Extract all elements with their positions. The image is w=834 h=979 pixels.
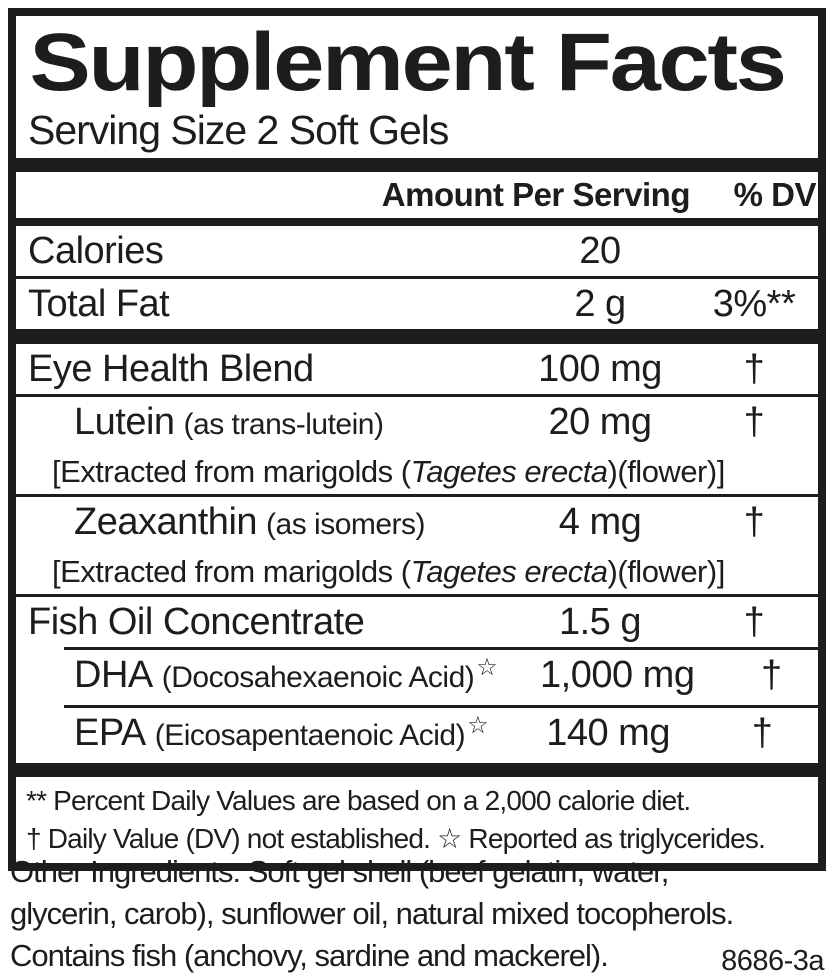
column-header-row	[16, 172, 818, 218]
row-lutein	[16, 397, 818, 450]
medium-divider-header	[16, 218, 818, 226]
row-eye-health-blend	[16, 344, 818, 394]
nutrient-amount: 1.5 g	[558, 601, 642, 643]
row-calories	[16, 226, 818, 276]
species-name: Tagetes erecta	[410, 554, 608, 589]
nutrient-dv: †	[743, 348, 765, 390]
other-ingredients-line: Other Ingredients: Soft gel shell (beef gelatin, water,	[10, 854, 669, 889]
row-fish-oil-concentrate	[16, 597, 818, 647]
nutrient-dv: †	[743, 601, 765, 643]
triglyceride-star-icon: ☆	[467, 712, 489, 739]
nutrient-amount: 20	[579, 230, 621, 272]
nutrient-name: Zeaxanthin (as isomers)	[74, 501, 426, 543]
other-ingredients-line: glycerin, carob), sunflower oil, natural mixed tocopherols.	[10, 896, 734, 931]
nutrient-name: DHA (Docosahexaenoic Acid)☆	[74, 654, 498, 696]
supplement-facts-title: Supplement Facts	[29, 17, 785, 108]
nutrient-name: Calories	[28, 230, 164, 272]
nutrient-amount: 2 g	[574, 283, 626, 325]
thick-divider-bottom	[16, 763, 818, 777]
serving-size: Serving Size 2 Soft Gels	[28, 107, 449, 153]
lutein-source-note: [Extracted from marigolds (Tagetes erecta)(flower)]	[52, 454, 725, 489]
nutrient-form-note: (Docosahexaenoic Acid)	[161, 661, 475, 694]
nutrient-dv: †	[751, 712, 773, 754]
species-name: Tagetes erecta	[410, 454, 608, 489]
nutrient-form-note: (as isomers)	[266, 508, 426, 541]
nutrient-name: Total Fat	[28, 283, 170, 325]
nutrient-form-note: (Eicosapentaenoic Acid)	[154, 719, 466, 752]
nutrient-amount: 140 mg	[546, 712, 670, 754]
amount-per-serving-header: Amount Per Serving	[381, 176, 690, 213]
nutrient-name: Eye Health Blend	[28, 348, 314, 390]
nutrient-name: Lutein (as trans-lutein)	[74, 401, 384, 443]
nutrient-dv: †	[760, 654, 782, 696]
triglyceride-star-icon: ☆	[476, 654, 498, 681]
row-dha	[16, 650, 818, 705]
nutrient-name: EPA (Eicosapentaenoic Acid)☆	[74, 712, 489, 754]
supplement-facts-panel	[8, 8, 826, 871]
row-zeaxanthin	[16, 497, 818, 550]
nutrient-amount: 20 mg	[548, 401, 652, 443]
zeaxanthin-source-note: [Extracted from marigolds (Tagetes erecta)(flower)]	[52, 554, 725, 589]
row-total-fat	[16, 279, 818, 329]
thick-divider-middle	[16, 329, 818, 344]
nutrient-amount: 1,000 mg	[540, 654, 695, 696]
other-ingredients-line: Contains fish (anchovy, sardine and mackerel).	[10, 938, 608, 973]
nutrient-dv: 3%**	[712, 283, 796, 325]
row-epa	[16, 708, 818, 763]
nutrient-amount: 100 mg	[538, 348, 662, 390]
nutrient-amount: 4 mg	[558, 501, 642, 543]
nutrient-form-note: (as trans-lutein)	[183, 408, 384, 441]
other-ingredients	[10, 851, 733, 977]
footnote-dv-not-established: † Daily Value (DV) not established. ☆ Reported as triglycerides.	[26, 823, 766, 854]
nutrient-dv: †	[743, 501, 765, 543]
thick-divider-top	[16, 158, 818, 172]
footnote-daily-values: ** Percent Daily Values are based on a 2,000 calorie diet.	[26, 785, 691, 816]
nutrient-name: Fish Oil Concentrate	[28, 601, 365, 643]
percent-dv-header: % DV	[733, 176, 816, 213]
product-code: 8686-3a	[721, 945, 824, 977]
nutrient-dv: †	[743, 401, 765, 443]
